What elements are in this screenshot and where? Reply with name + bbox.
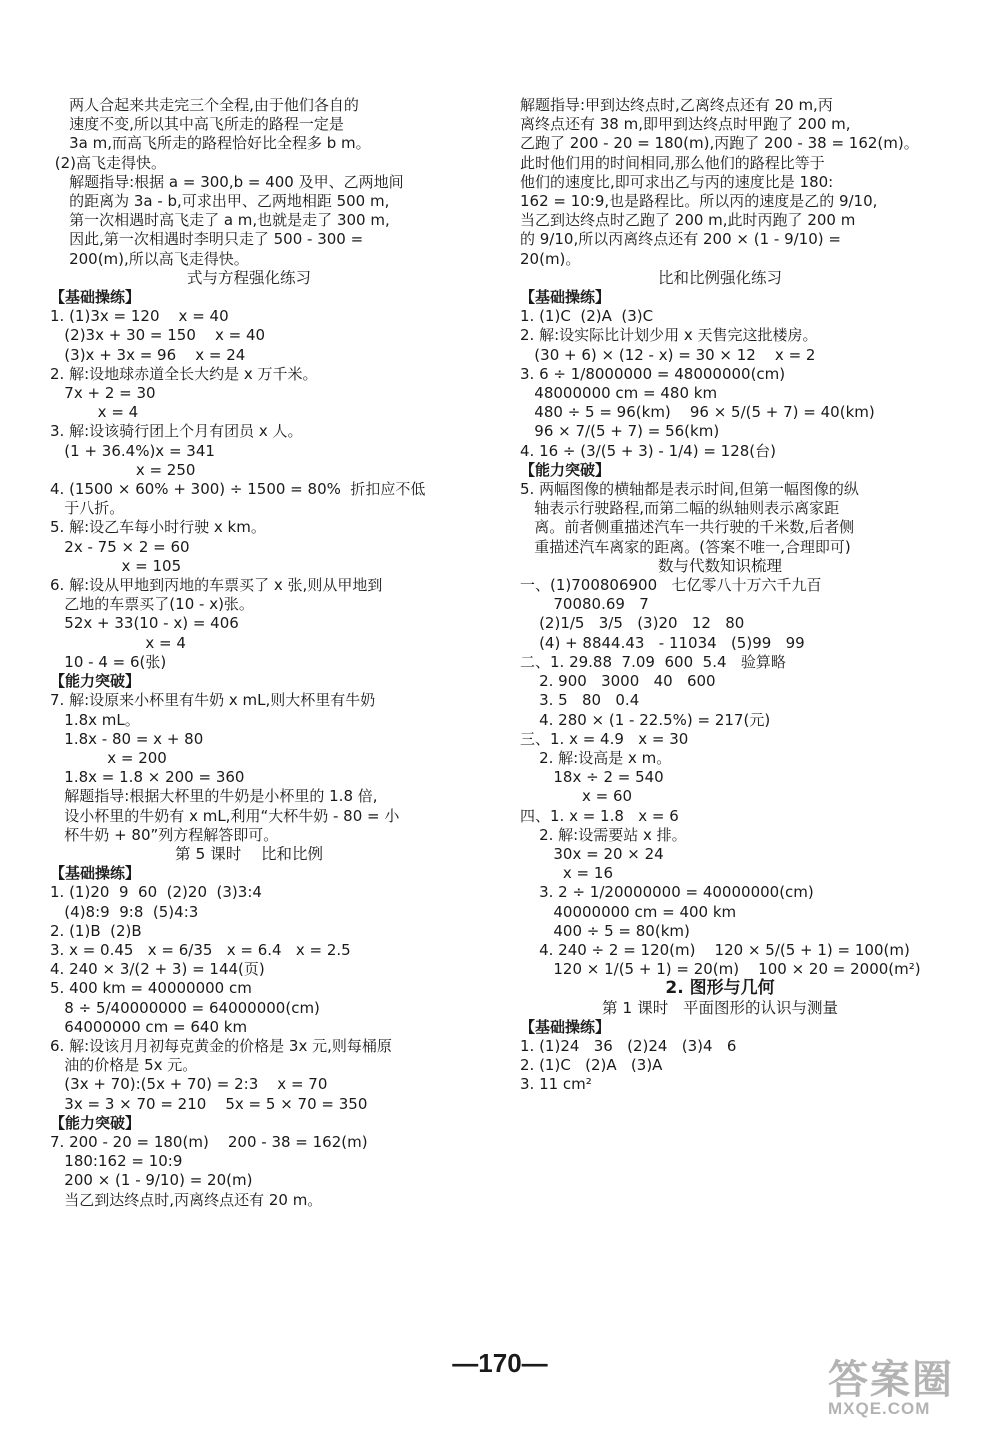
text-line: x = 60 — [520, 787, 633, 806]
right-column — [520, 96, 920, 1095]
text-line: 4. 280 × (1 - 22.5%) = 217(元) — [520, 710, 771, 729]
text-line: 3. 解:设该骑行团上个月有团员 x 人。 — [50, 422, 303, 441]
text-line: 96 × 7/(5 + 7) = 56(km) — [520, 422, 720, 441]
text-line: 162 = 10:9,也是路程比。所以丙的速度是乙的 9/10, — [520, 192, 878, 211]
watermark-site: MXQE.COM — [828, 1399, 931, 1418]
text-line: 7. 解:设原来小杯里有牛奶 x mL,则大杯里有牛奶 — [50, 691, 376, 710]
text-line: 3a m,而高飞所走的路程恰好比全程多 b m。 — [50, 134, 371, 153]
left-column — [50, 96, 448, 1210]
text-line: 20(m)。 — [520, 249, 581, 268]
text-line: 当乙到达终点时乙跑了 200 m,此时丙跑了 200 m — [520, 211, 856, 230]
text-line: 6. 解:设从甲地到丙地的车票买了 x 张,则从甲地到 — [50, 576, 383, 595]
text-line: (4)8:9 9:8 (5)4:3 — [50, 902, 199, 921]
text-line: 离。前者侧重描述汽车一共行驶的千米数,后者侧 — [520, 518, 855, 537]
text-line: 3x = 3 × 70 = 210 5x = 5 × 70 = 350 — [50, 1094, 368, 1113]
text-line: (2)3x + 30 = 150 x = 40 — [50, 326, 266, 345]
text-line: 1.8x - 80 = x + 80 — [50, 729, 204, 748]
text-line: 3. 11 cm² — [520, 1075, 592, 1094]
text-line: (2)1/5 3/5 (3)20 12 80 — [520, 614, 745, 633]
text-line: 2x - 75 × 2 = 60 — [50, 537, 190, 556]
text-line: 乙跑了 200 - 20 = 180(m),丙跑了 200 - 38 = 162(m)。 — [520, 134, 919, 153]
text-line: 2. 解:设高是 x m。 — [520, 748, 672, 767]
text-line: 4. (1500 × 60% + 300) ÷ 1500 = 80% 折扣应不低 — [50, 480, 426, 499]
section-label: 【能力突破】 — [50, 672, 141, 691]
text-line: 2. (1)B (2)B — [50, 921, 142, 940]
text-line: 重描述汽车离家的距离。(答案不唯一,合理即可) — [520, 537, 851, 556]
text-line: 1.8x = 1.8 × 200 = 360 — [50, 768, 245, 787]
text-line: 1. (1)24 36 (2)24 (3)4 6 — [520, 1036, 737, 1055]
text-line: 4. 240 ÷ 2 = 120(m) 120 × 5/(5 + 1) = 100(m) — [520, 940, 910, 959]
text-line: 64000000 cm = 640 km — [50, 1017, 248, 1036]
text-line: 的距离为 3a - b,可求出甲、乙两地相距 500 m, — [50, 192, 390, 211]
text-line: 杯牛奶 + 80”列方程解答即可。 — [50, 825, 279, 844]
text-line: 三、1. x = 4.9 x = 30 — [520, 729, 689, 748]
text-line: 2. 解:设地球赤道全长大约是 x 万千米。 — [50, 364, 318, 383]
text-line: 10 - 4 = 6(张) — [50, 652, 167, 671]
text-line: 480 ÷ 5 = 96(km) 96 × 5/(5 + 7) = 40(km) — [520, 403, 875, 422]
text-line: 离终点还有 38 m,即甲到达终点时甲跑了 200 m, — [520, 115, 851, 134]
text-line: 解题指导:根据大杯里的牛奶是小杯里的 1.8 倍, — [50, 787, 378, 806]
text-line: 的 9/10,所以丙离终点还有 200 × (1 - 9/10) = — [520, 230, 841, 249]
text-line: 解题指导:根据 a = 300,b = 400 及甲、乙两地间 — [50, 172, 404, 191]
text-line: 120 × 1/(5 + 1) = 20(m) 100 × 20 = 2000(m²) — [520, 960, 921, 979]
section-title: 第 1 课时 平面图形的认识与测量 — [602, 998, 838, 1017]
text-line: (3)x + 3x = 96 x = 24 — [50, 345, 246, 364]
watermark-glyphs: 答案圈 — [828, 1357, 954, 1403]
text-line: 此时他们用的时间相同,那么他们的路程比等于 — [520, 153, 825, 172]
section-label: 【基础操练】 — [520, 288, 611, 307]
text-line: 200(m),所以高飞走得快。 — [50, 249, 249, 268]
text-line: x = 16 — [520, 864, 613, 883]
text-line: 52x + 33(10 - x) = 406 — [50, 614, 239, 633]
text-line: 70080.69 7 — [520, 595, 649, 614]
text-line: 5. 解:设乙车每小时行驶 x km。 — [50, 518, 266, 537]
text-line: 5. 两幅图像的横轴都是表示时间,但第一幅图像的纵 — [520, 480, 859, 499]
text-line: 轴表示行驶路程,而第二幅的纵轴则表示离家距 — [520, 499, 840, 518]
text-line: 1. (1)3x = 120 x = 40 — [50, 307, 229, 326]
text-line: 180:162 = 10:9 — [50, 1152, 183, 1171]
text-line: 设小杯里的牛奶有 x mL,利用“大杯牛奶 - 80 = 小 — [50, 806, 400, 825]
text-line: 两人合起来共走完三个全程,由于他们各自的 — [50, 96, 359, 114]
text-line: 他们的速度比,即可求出乙与丙的速度比是 180: — [520, 172, 834, 191]
text-line: 3. 2 ÷ 1/20000000 = 40000000(cm) — [520, 883, 814, 902]
text-line: x = 4 — [50, 403, 139, 422]
text-line: 8 ÷ 5/40000000 = 64000000(cm) — [50, 998, 320, 1017]
text-line: 1. (1)C (2)A (3)C — [520, 307, 654, 326]
text-line: x = 105 — [50, 556, 182, 575]
text-line: 乙地的车票买了(10 - x)张。 — [50, 595, 254, 614]
text-line: 油的价格是 5x 元。 — [50, 1056, 198, 1075]
section-title: 数与代数知识梳理 — [657, 556, 782, 575]
section-title: 第 5 课时 比和比例 — [175, 844, 323, 863]
section-title: 2. 图形与几何 — [665, 978, 775, 999]
text-line: 3. 6 ÷ 1/8000000 = 48000000(cm) — [520, 364, 786, 383]
text-line: x = 200 — [50, 748, 167, 767]
text-line: 5. 400 km = 40000000 cm — [50, 979, 252, 998]
watermark-logo — [828, 1357, 988, 1420]
text-line: x = 4 — [50, 633, 186, 652]
text-line: 四、1. x = 1.8 x = 6 — [520, 806, 679, 825]
text-line: 速度不变,所以其中高飞所走的路程一定是 — [50, 115, 344, 134]
text-line: 6. 解:设该月月初每克黄金的价格是 3x 元,则每桶原 — [50, 1036, 392, 1055]
text-line: 于八折。 — [50, 499, 125, 518]
text-line: 1. (1)20 9 60 (2)20 (3)3:4 — [50, 883, 262, 902]
text-line: 当乙到达终点时,丙离终点还有 20 m。 — [50, 1190, 323, 1209]
section-label: 【能力突破】 — [50, 1113, 141, 1132]
text-line: 因此,第一次相遇时李明只走了 500 - 300 = — [50, 230, 364, 249]
section-label: 【能力突破】 — [520, 460, 611, 479]
section-title: 比和比例强化练习 — [657, 268, 782, 287]
text-line: 200 × (1 - 9/10) = 20(m) — [50, 1171, 253, 1190]
text-line: 3. x = 0.45 x = 6/35 x = 6.4 x = 2.5 — [50, 940, 351, 959]
text-line: (30 + 6) × (12 - x) = 30 × 12 x = 2 — [520, 345, 816, 364]
text-line: (3x + 70):(5x + 70) = 2:3 x = 70 — [50, 1075, 328, 1094]
text-line: (1 + 36.4%)x = 341 — [50, 441, 215, 460]
text-line: 2. 解:设需要站 x 排。 — [520, 825, 687, 844]
text-line: 30x = 20 × 24 — [520, 844, 664, 863]
text-line: 400 ÷ 5 = 80(km) — [520, 921, 690, 940]
text-line: 48000000 cm = 480 km — [520, 384, 718, 403]
text-line: 4. 16 ÷ (3/(5 + 3) - 1/4) = 128(台) — [520, 441, 776, 460]
page-number: —170— — [452, 1348, 548, 1378]
text-line: (2)高飞走得快。 — [50, 153, 167, 172]
section-label: 【基础操练】 — [520, 1017, 611, 1036]
text-line: 40000000 cm = 400 km — [520, 902, 737, 921]
text-line: 2. 900 3000 40 600 — [520, 672, 716, 691]
text-line: 7. 200 - 20 = 180(m) 200 - 38 = 162(m) — [50, 1132, 368, 1151]
text-line: (4) + 8844.43 - 11034 (5)99 99 — [520, 633, 805, 652]
section-title: 式与方程强化练习 — [186, 268, 311, 287]
text-line: 7x + 2 = 30 — [50, 384, 156, 403]
text-line: 18x ÷ 2 = 540 — [520, 768, 664, 787]
text-line: x = 250 — [50, 460, 196, 479]
text-line: 2. (1)C (2)A (3)A — [520, 1056, 663, 1075]
text-line: 二、1. 29.88 7.09 600 5.4 验算略 — [520, 652, 786, 671]
text-line: 解题指导:甲到达终点时,乙离终点还有 20 m,丙 — [520, 96, 833, 114]
text-line: 第一次相遇时高飞走了 a m,也就是走了 300 m, — [50, 211, 390, 230]
text-line: 4. 240 × 3/(2 + 3) = 144(页) — [50, 960, 265, 979]
section-label: 【基础操练】 — [50, 864, 141, 883]
text-line: 2. 解:设实际比计划少用 x 天售完这批楼房。 — [520, 326, 818, 345]
section-label: 【基础操练】 — [50, 288, 141, 307]
text-line: 一、(1)700806900 七亿零八十万六千九百 — [520, 576, 822, 595]
text-line: 3. 5 80 0.4 — [520, 691, 640, 710]
text-line: 1.8x mL。 — [50, 710, 140, 729]
